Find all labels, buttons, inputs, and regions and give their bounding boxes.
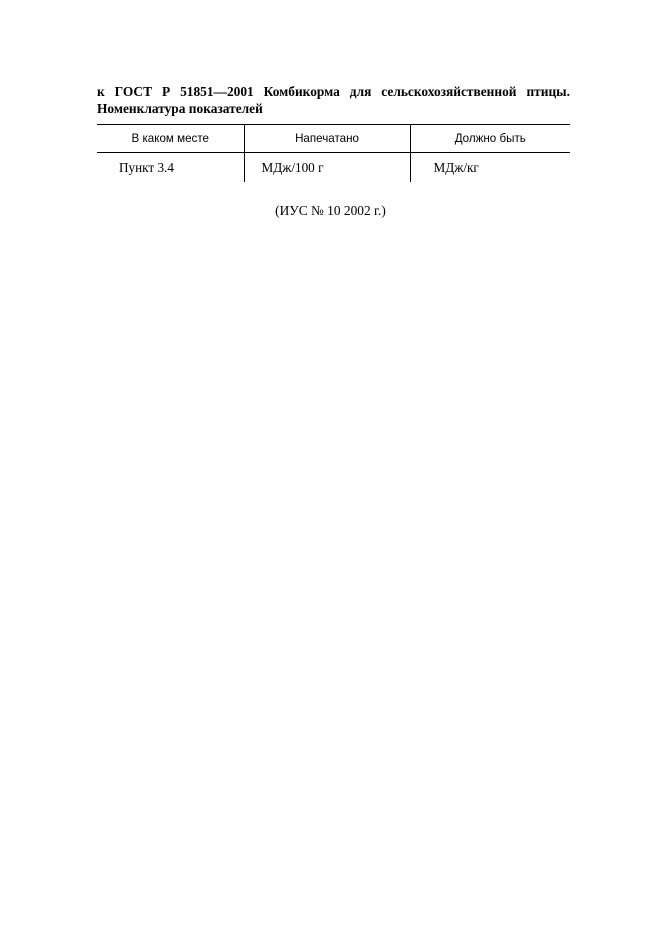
column-header-correct: Должно быть [410,125,570,153]
heading-line-1: к ГОСТ Р 51851—2001 Комбикорма для сельскохозяйственной птицы. [97,84,570,99]
heading-line-2: Номенклатура показателей [97,101,263,116]
table-header-row [97,125,570,153]
errata-table [97,124,570,182]
table-row [97,153,570,183]
column-header-place: В каком месте [97,125,244,153]
cell-printed: МДж/100 г [244,153,410,183]
cell-correct: МДж/кг [410,153,570,183]
cell-place: Пункт 3.4 [119,159,174,175]
amendment-heading [97,83,570,117]
column-header-printed: Напечатано [244,125,410,153]
source-reference: (ИУС № 10 2002 г.) [275,203,386,218]
